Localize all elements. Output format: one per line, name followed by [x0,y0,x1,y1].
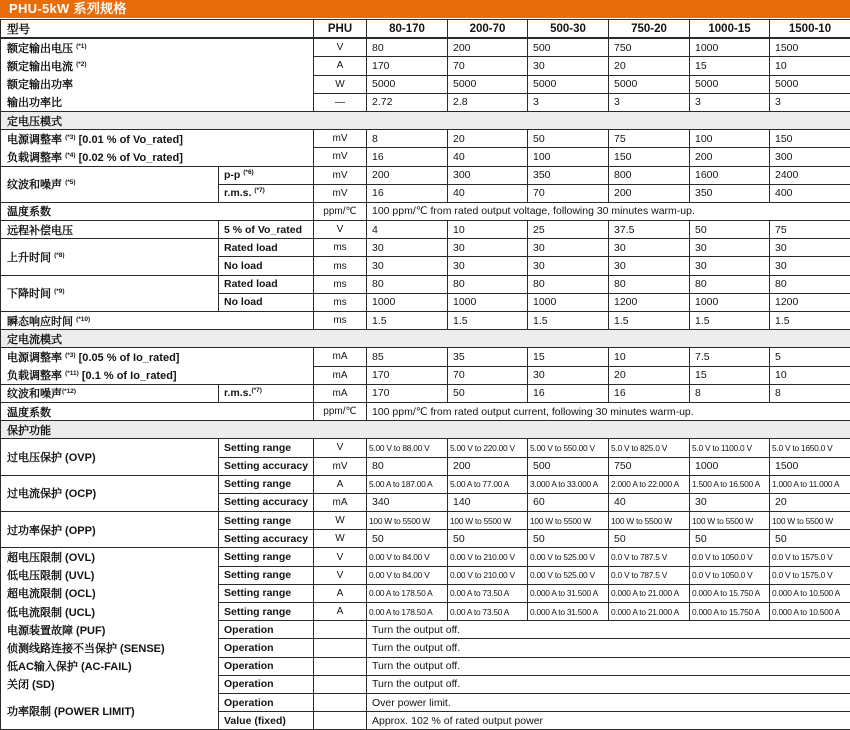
value-cell-2: 0.000 A to 31.500 A [528,584,609,602]
value-cell-1: 40 [448,184,528,202]
row-sublabel: Setting range [219,439,314,457]
row-label: 超电流限制 (OCL) [1,584,219,602]
value-cell-1: 140 [448,493,528,511]
page-title: PHU-5kW 系列规格 [0,0,850,18]
header-model-4: 1000-15 [690,20,770,39]
value-cell-1: 70 [448,57,528,75]
value-cell-0: 80 [367,457,448,475]
value-cell-2: 5.00 V to 550.00 V [528,439,609,457]
value-cell-1: 30 [448,257,528,275]
value-cell-0: 80 [367,38,448,57]
row-unit: ms [314,275,367,293]
header-unit-col: PHU [314,20,367,39]
row-unit: ms [314,312,367,330]
value-cell-5: 20 [770,493,850,511]
value-cell-0: 5.00 V to 88.00 V [367,439,448,457]
row-label: 上升时间 $^{(*8)}$ [1,239,219,275]
value-cell-5: 5000 [770,75,850,93]
value-cell-2: 70 [528,184,609,202]
value-cell-3: 5.0 V to 825.0 V [609,439,690,457]
value-cell-4: 1000 [690,293,770,311]
value-cell-5: 300 [770,148,850,166]
value-cell-2: 60 [528,493,609,511]
row-sublabel: Setting accuracy [219,457,314,475]
value-cell-4: 3 [690,93,770,111]
row-label: 低电压限制 (UVL) [1,566,219,584]
row-label: 电源装置故障 (PUF) [1,621,219,639]
row-label: 电源调整率 $^{(*3)}$ [0.05 % of Io_rated] [1,348,314,366]
header-model-5: 1500-10 [770,20,850,39]
row-label: 过电流保护 (OCP) [1,475,219,511]
row-unit: mV [314,130,367,148]
row-label: 超电压限制 (OVL) [1,548,219,566]
row-label: 过功率保护 (OPP) [1,512,219,548]
value-cell-1: 200 [448,38,528,57]
row-unit [314,693,367,711]
row-label: 纹波和噪声 $^{(*5)}$ [1,166,219,202]
value-cell-5: 80 [770,275,850,293]
value-cell-1: 30 [448,239,528,257]
value-cell-3: 0.0 V to 787.5 V [609,548,690,566]
value-cell-1: 5000 [448,75,528,93]
row-label: 温度系数 [1,402,314,420]
value-cell-0: 0.00 A to 178.50 A [367,584,448,602]
value-cell-3: 30 [609,257,690,275]
value-cell-0: 1000 [367,293,448,311]
value-cell-3: 80 [609,275,690,293]
value-cell-5: 5.0 V to 1650.0 V [770,439,850,457]
value-cell-5: 1500 [770,457,850,475]
row-unit [314,712,367,730]
value-cell-1: 50 [448,384,528,402]
value-cell-5: 5 [770,348,850,366]
header-model-label: 型号 [1,20,314,39]
value-span: 100 ppm/℃ from rated output current, following 30 minutes warm-up. [367,402,850,420]
value-cell-4: 350 [690,184,770,202]
value-cell-5: 1.5 [770,312,850,330]
value-cell-0: 8 [367,130,448,148]
row-label: 低AC输入保护 (AC-FAIL) [1,657,219,675]
value-cell-3: 37.5 [609,221,690,239]
value-cell-4: 200 [690,148,770,166]
value-cell-4: 100 [690,130,770,148]
row-sublabel: No load [219,293,314,311]
row-label: 纹波和噪声$^{(*12)}$ [1,384,219,402]
value-cell-4: 1600 [690,166,770,184]
value-cell-4: 80 [690,275,770,293]
value-cell-4: 15 [690,57,770,75]
row-label: 额定输出功率 [1,75,314,93]
value-cell-5: 150 [770,130,850,148]
value-cell-0: 200 [367,166,448,184]
value-cell-3: 100 W to 5500 W [609,512,690,530]
value-cell-4: 30 [690,257,770,275]
value-cell-0: 4 [367,221,448,239]
row-label: 低电流限制 (UCL) [1,603,219,621]
value-cell-0: 16 [367,148,448,166]
row-unit: ms [314,257,367,275]
value-span: Turn the output off. [367,639,850,657]
row-unit: W [314,512,367,530]
row-unit: V [314,566,367,584]
row-label: 电源调整率 $^{(*3)}$ [0.01 % of Vo_rated] [1,130,314,148]
value-cell-1: 80 [448,275,528,293]
row-unit: mA [314,384,367,402]
row-sublabel: r.m.s. $^{(*7)}$ [219,184,314,202]
spec-table [0,19,850,730]
value-cell-0: 100 W to 5500 W [367,512,448,530]
value-span: 100 ppm/℃ from rated output voltage, following 30 minutes warm-up. [367,202,850,220]
value-cell-0: 50 [367,530,448,548]
row-unit: A [314,584,367,602]
value-cell-0: 170 [367,57,448,75]
row-sublabel: 5 % of Vo_rated [219,221,314,239]
row-label: 远程补偿电压 [1,221,219,239]
row-sublabel: Rated load [219,275,314,293]
row-unit: mV [314,148,367,166]
value-cell-4: 5000 [690,75,770,93]
value-cell-5: 1200 [770,293,850,311]
row-unit: V [314,439,367,457]
row-unit: mV [314,166,367,184]
value-cell-2: 500 [528,38,609,57]
value-cell-2: 0.00 V to 525.00 V [528,548,609,566]
row-unit: mV [314,457,367,475]
value-cell-4: 0.0 V to 1050.0 V [690,548,770,566]
value-cell-2: 50 [528,130,609,148]
value-cell-1: 40 [448,148,528,166]
row-unit: mA [314,493,367,511]
value-cell-3: 10 [609,348,690,366]
value-cell-3: 5000 [609,75,690,93]
row-sublabel: Operation [219,657,314,675]
row-label: 负载调整率 $^{(*11)}$ [0.1 % of Io_rated] [1,366,314,384]
value-cell-3: 150 [609,148,690,166]
row-sublabel: Setting range [219,603,314,621]
value-cell-3: 75 [609,130,690,148]
value-cell-5: 0.0 V to 1575.0 V [770,548,850,566]
value-cell-1: 20 [448,130,528,148]
value-cell-3: 40 [609,493,690,511]
value-cell-2: 16 [528,384,609,402]
value-cell-0: 340 [367,493,448,511]
row-unit: A [314,603,367,621]
value-cell-5: 400 [770,184,850,202]
value-cell-1: 0.00 A to 73.50 A [448,603,528,621]
value-cell-3: 2.000 A to 22.000 A [609,475,690,493]
value-cell-0: 85 [367,348,448,366]
value-cell-3: 3 [609,93,690,111]
value-cell-1: 50 [448,530,528,548]
value-span: Approx. 102 % of rated output power [367,712,850,730]
row-label: 输出功率比 [1,93,314,111]
value-cell-1: 0.00 V to 210.00 V [448,548,528,566]
value-cell-5: 3 [770,93,850,111]
value-cell-4: 1000 [690,457,770,475]
value-cell-3: 30 [609,239,690,257]
row-unit: mA [314,366,367,384]
value-cell-2: 350 [528,166,609,184]
row-unit: W [314,530,367,548]
row-sublabel: Operation [219,675,314,693]
header-model-0: 80-170 [367,20,448,39]
value-cell-0: 5.00 A to 187.00 A [367,475,448,493]
value-cell-4: 1.5 [690,312,770,330]
value-cell-5: 2400 [770,166,850,184]
value-cell-3: 0.000 A to 21.000 A [609,584,690,602]
value-cell-5: 50 [770,530,850,548]
value-cell-2: 25 [528,221,609,239]
value-span: Turn the output off. [367,657,850,675]
value-cell-2: 30 [528,239,609,257]
value-cell-5: 1500 [770,38,850,57]
value-cell-4: 0.0 V to 1050.0 V [690,566,770,584]
value-cell-4: 30 [690,493,770,511]
value-cell-0: 0.00 V to 84.00 V [367,548,448,566]
value-cell-4: 15 [690,366,770,384]
value-cell-3: 20 [609,57,690,75]
value-span: Over power limit. [367,693,850,711]
row-sublabel: Setting range [219,512,314,530]
value-cell-3: 1200 [609,293,690,311]
row-sublabel: Setting range [219,475,314,493]
value-cell-2: 30 [528,366,609,384]
row-sublabel: No load [219,257,314,275]
row-sublabel: Setting accuracy [219,493,314,511]
row-unit: V [314,548,367,566]
row-label: 下降时间 $^{(*9)}$ [1,275,219,311]
value-cell-2: 30 [528,57,609,75]
value-cell-0: 5000 [367,75,448,93]
value-cell-0: 170 [367,366,448,384]
value-cell-3: 50 [609,530,690,548]
row-unit: V [314,221,367,239]
value-cell-4: 7.5 [690,348,770,366]
value-cell-0: 1.5 [367,312,448,330]
row-sublabel: Operation [219,621,314,639]
value-cell-5: 30 [770,257,850,275]
row-sublabel: Operation [219,639,314,657]
value-cell-2: 50 [528,530,609,548]
value-cell-4: 5.0 V to 1100.0 V [690,439,770,457]
value-cell-4: 1.500 A to 16.500 A [690,475,770,493]
value-cell-3: 16 [609,384,690,402]
value-cell-4: 0.000 A to 15.750 A [690,603,770,621]
value-cell-2: 1.5 [528,312,609,330]
value-span: Turn the output off. [367,621,850,639]
value-cell-5: 8 [770,384,850,402]
row-label: 过电压保护 (OVP) [1,439,219,475]
row-sublabel: Operation [219,693,314,711]
value-cell-4: 50 [690,221,770,239]
value-cell-0: 2.72 [367,93,448,111]
value-cell-4: 1000 [690,38,770,57]
row-sublabel: Value (fixed) [219,712,314,730]
header-model-1: 200-70 [448,20,528,39]
value-cell-1: 5.00 A to 77.00 A [448,475,528,493]
value-cell-4: 30 [690,239,770,257]
row-unit: mA [314,348,367,366]
header-model-2: 500-30 [528,20,609,39]
row-unit: mV [314,184,367,202]
row-unit [314,675,367,693]
row-unit: V [314,38,367,57]
row-unit: A [314,475,367,493]
row-unit: W [314,75,367,93]
row-sublabel: p-p $^{(*6)}$ [219,166,314,184]
row-label: 额定输出电流 $^{(*2)}$ [1,57,314,75]
value-cell-0: 30 [367,257,448,275]
row-label: 额定输出电压 $^{(*1)}$ [1,38,314,57]
value-cell-2: 15 [528,348,609,366]
row-sublabel: Setting range [219,584,314,602]
value-cell-0: 30 [367,239,448,257]
value-cell-1: 1000 [448,293,528,311]
value-cell-5: 0.0 V to 1575.0 V [770,566,850,584]
value-cell-5: 100 W to 5500 W [770,512,850,530]
header-model-3: 750-20 [609,20,690,39]
value-cell-3: 750 [609,457,690,475]
value-cell-5: 10 [770,366,850,384]
value-cell-3: 1.5 [609,312,690,330]
value-cell-1: 1.5 [448,312,528,330]
value-cell-2: 80 [528,275,609,293]
section-header: 定电流模式 [1,330,850,348]
row-unit: ppm/℃ [314,402,367,420]
row-unit: — [314,93,367,111]
value-cell-5: 10 [770,57,850,75]
row-unit: ms [314,293,367,311]
value-cell-2: 0.000 A to 31.500 A [528,603,609,621]
value-cell-1: 10 [448,221,528,239]
value-cell-2: 0.00 V to 525.00 V [528,566,609,584]
value-cell-2: 500 [528,457,609,475]
row-unit [314,621,367,639]
row-sublabel: Setting range [219,566,314,584]
value-cell-1: 100 W to 5500 W [448,512,528,530]
value-cell-5: 30 [770,239,850,257]
row-label: 温度系数 [1,202,314,220]
value-cell-2: 100 [528,148,609,166]
value-cell-1: 0.00 V to 210.00 V [448,566,528,584]
row-sublabel: Setting accuracy [219,530,314,548]
value-span: Turn the output off. [367,675,850,693]
row-label: 侦测线路连接不当保护 (SENSE) [1,639,219,657]
row-label: 功率限制 (POWER LIMIT) [1,693,219,729]
row-unit: ppm/℃ [314,202,367,220]
value-cell-2: 30 [528,257,609,275]
value-cell-5: 0.000 A to 10.500 A [770,584,850,602]
row-label: 关闭 (SD) [1,675,219,693]
value-cell-0: 16 [367,184,448,202]
value-cell-4: 100 W to 5500 W [690,512,770,530]
value-cell-2: 1000 [528,293,609,311]
value-cell-1: 35 [448,348,528,366]
value-cell-5: 75 [770,221,850,239]
value-cell-2: 3 [528,93,609,111]
value-cell-0: 170 [367,384,448,402]
row-unit [314,657,367,675]
value-cell-4: 0.000 A to 15.750 A [690,584,770,602]
value-cell-0: 0.00 A to 178.50 A [367,603,448,621]
value-cell-5: 0.000 A to 10.500 A [770,603,850,621]
value-cell-3: 0.0 V to 787.5 V [609,566,690,584]
row-unit: ms [314,239,367,257]
value-cell-4: 50 [690,530,770,548]
value-cell-2: 3.000 A to 33.000 A [528,475,609,493]
value-cell-1: 2.8 [448,93,528,111]
value-cell-0: 0.00 V to 84.00 V [367,566,448,584]
row-unit [314,639,367,657]
value-cell-5: 1.000 A to 11.000 A [770,475,850,493]
value-cell-1: 5.00 V to 220.00 V [448,439,528,457]
section-header: 定电压模式 [1,111,850,129]
value-cell-3: 750 [609,38,690,57]
value-cell-1: 70 [448,366,528,384]
section-header: 保护功能 [1,421,850,439]
value-cell-3: 800 [609,166,690,184]
value-cell-1: 0.00 A to 73.50 A [448,584,528,602]
value-cell-2: 5000 [528,75,609,93]
value-cell-1: 200 [448,457,528,475]
row-label: 负载调整率 $^{(*4)}$ [0.02 % of Vo_rated] [1,148,314,166]
row-sublabel: Rated load [219,239,314,257]
row-sublabel: Setting range [219,548,314,566]
value-cell-3: 0.000 A to 21.000 A [609,603,690,621]
value-cell-2: 100 W to 5500 W [528,512,609,530]
row-label: 瞬态响应时间 $^{(*10)}$ [1,312,314,330]
value-cell-4: 8 [690,384,770,402]
value-cell-3: 20 [609,366,690,384]
value-cell-3: 200 [609,184,690,202]
row-unit: A [314,57,367,75]
value-cell-0: 80 [367,275,448,293]
row-sublabel: r.m.s.$^{(*7)}$ [219,384,314,402]
value-cell-1: 300 [448,166,528,184]
